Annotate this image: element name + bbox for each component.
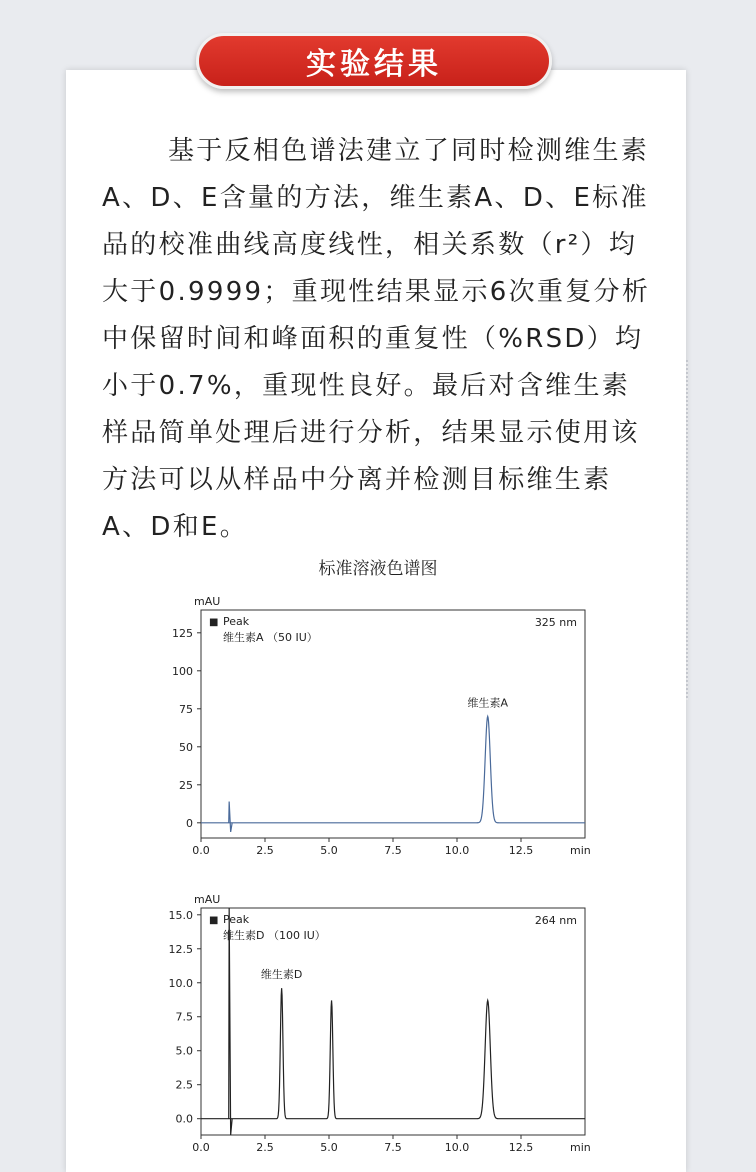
- summary-line: 中保留时间和峰面积的重复性（%RSD）均: [102, 324, 644, 354]
- wavelength-label: 325 nm: [534, 616, 577, 629]
- summary-line: 样品简单处理后进行分析，结果显示使用该: [102, 418, 640, 448]
- section-title: 实验结果: [306, 47, 442, 82]
- chromatogram-trace: [201, 908, 585, 1135]
- y-tick-label: 5.0: [175, 1044, 193, 1058]
- y-tick-label: 2.5: [175, 1078, 193, 1092]
- y-tick-label: 75: [179, 702, 193, 716]
- x-tick-label: 12.5: [508, 1141, 534, 1154]
- legend-title: Peak: [223, 913, 250, 926]
- y-tick-label: 0: [186, 816, 193, 830]
- y-axis-label: mAU: [194, 595, 221, 608]
- legend-subtitle: 维生素D （100 IU）: [223, 929, 326, 942]
- x-tick-label: 10.0: [444, 844, 470, 857]
- x-tick-label: 12.5: [508, 844, 534, 857]
- y-tick-label: 15.0: [168, 908, 193, 922]
- chromatogram-trace: [201, 716, 585, 832]
- y-axis-label: mAU: [194, 893, 221, 906]
- x-tick-label: 7.5: [384, 844, 402, 857]
- summary-line: 大于0.9999；重现性结果显示6次重复分析: [102, 277, 651, 307]
- x-tick-label: 5.0: [320, 1141, 338, 1154]
- figure-title: 标准溶液色谱图: [318, 559, 438, 579]
- y-tick-label: 7.5: [175, 1010, 193, 1024]
- summary-line: 基于反相色谱法建立了同时检测维生素: [168, 136, 650, 166]
- y-tick-label: 10.0: [168, 976, 193, 990]
- summary-line: 小于0.7%，重现性良好。最后对含维生素: [102, 371, 631, 401]
- x-axis-label: min: [570, 1141, 591, 1154]
- x-tick-label: 2.5: [256, 844, 274, 857]
- legend-marker: ■: [209, 617, 219, 628]
- y-tick-label: 100: [172, 664, 193, 678]
- peak-label: 维生素D: [260, 968, 303, 982]
- x-tick-label: 7.5: [384, 1141, 402, 1154]
- y-tick-label: 12.5: [168, 942, 193, 956]
- y-tick-label: 0.0: [175, 1112, 193, 1126]
- x-tick-label: 2.5: [256, 1141, 274, 1154]
- x-tick-label: 0.0: [192, 1141, 210, 1154]
- plot-frame: [201, 610, 585, 838]
- x-tick-label: 10.0: [444, 1141, 470, 1154]
- summary-line: A、D和E。: [102, 512, 249, 542]
- x-tick-label: 5.0: [320, 844, 338, 857]
- y-tick-label: 125: [172, 626, 193, 640]
- summary-line: 品的校准曲线高度线性，相关系数（r²）均: [102, 230, 638, 260]
- legend-marker: ■: [209, 915, 219, 926]
- legend-title: Peak: [223, 615, 250, 628]
- peak-label: 维生素A: [467, 696, 508, 710]
- wavelength-label: 264 nm: [534, 914, 577, 927]
- y-tick-label: 50: [179, 740, 193, 754]
- summary-line: A、D、E含量的方法，维生素A、D、E标准: [102, 183, 649, 213]
- x-tick-label: 0.0: [192, 844, 210, 857]
- x-axis-label: min: [570, 844, 591, 857]
- legend-subtitle: 维生素A （50 IU）: [223, 631, 318, 644]
- y-tick-label: 25: [179, 778, 193, 792]
- summary-line: 方法可以从样品中分离并检测目标维生素: [102, 465, 612, 495]
- plot-frame: [201, 908, 585, 1135]
